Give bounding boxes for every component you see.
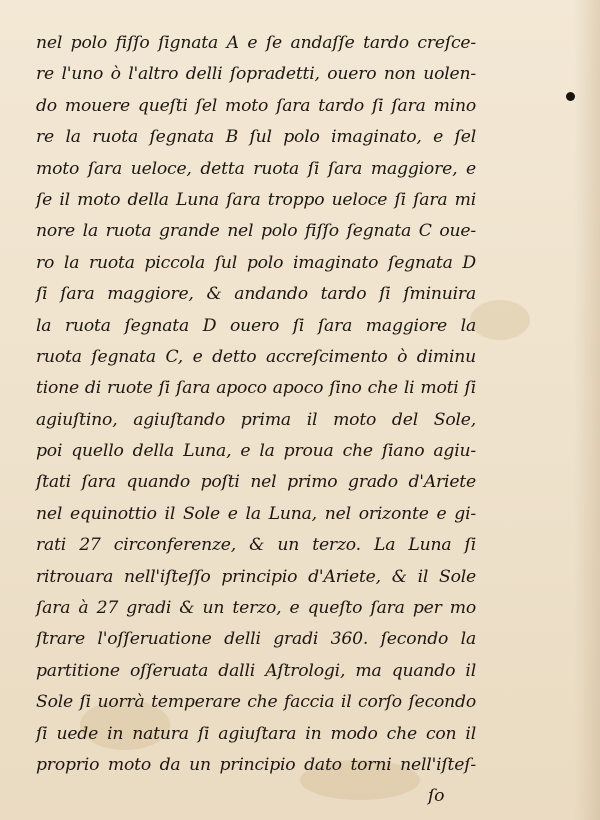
catchword: ſo xyxy=(428,786,445,807)
text-line: ſara à 27 gradi & un terzo, e queſto ſara per mo xyxy=(36,598,476,619)
page-edge-shadow xyxy=(574,0,600,820)
text-line: moto ſara ueloce, detta ruota ſi ſara maggiore, e xyxy=(36,158,476,179)
text-line: ruota ſegnata C, e detto accreſcimento ò diminu xyxy=(36,346,476,367)
text-line: ſi uede in natura ſi agiuſtara in modo che con il xyxy=(36,723,476,744)
text-line: rati 27 circonferenze, & un terzo. La Luna ſi xyxy=(36,535,476,556)
text-line: tione di ruote ſi ſara apoco apoco ſino che li moti ſi xyxy=(36,378,476,399)
text-line: re l'uno ò l'altro delli ſopradetti, ouero non uolen- xyxy=(36,64,476,85)
text-line: Sole ſi uorrà temperare che faccia il corſo ſecondo xyxy=(36,692,476,713)
text-line: agiuſtino, agiuſtando prima il moto del Sole, xyxy=(36,409,476,430)
paper-stain xyxy=(470,300,530,340)
text-line: re la ruota ſegnata B ſul polo imaginato, e ſel xyxy=(36,127,476,148)
text-line: nel polo fiſſo ſignata A e ſe andaſſe tardo creſce- xyxy=(36,33,476,53)
body-text xyxy=(36,28,476,813)
text-line: partitione oſſeruata dalli Aſtrologi, ma quando il xyxy=(36,660,476,681)
text-line: ſtrare l'oſſeruatione delli gradi 360. ſecondo la xyxy=(36,629,476,650)
text-line: do mouere queſti ſel moto ſara tardo ſi ſara mino xyxy=(36,95,476,116)
text-line: ſi ſara maggiore, & andando tardo ſi ſminuira xyxy=(36,284,476,305)
text-line: nel equinottio il Sole e la Luna, nel orizonte e gi- xyxy=(36,503,476,524)
text-line: la ruota ſegnata D ouero ſi ſara maggiore la xyxy=(36,315,476,336)
text-line: nore la ruota grande nel polo fiſſo ſegnata C oue- xyxy=(36,221,476,242)
text-line: ſtati ſara quando poſti nel primo grado d'Ariete xyxy=(36,472,476,493)
text-line: ro la ruota piccola ſul polo imaginato ſegnata D xyxy=(36,252,476,273)
text-line: ſe il moto della Luna ſara troppo ueloce ſi ſara mi xyxy=(36,189,476,210)
text-line: poi quello della Luna, e la proua che ſiano agiu- xyxy=(36,441,476,462)
text-line: proprio moto da un principio dato torni nell'iſteſ- xyxy=(36,754,476,775)
ink-blot-mark xyxy=(566,92,575,101)
text-line: ritrouara nell'iſteſſo principio d'Ariete, & il Sole xyxy=(36,566,476,587)
